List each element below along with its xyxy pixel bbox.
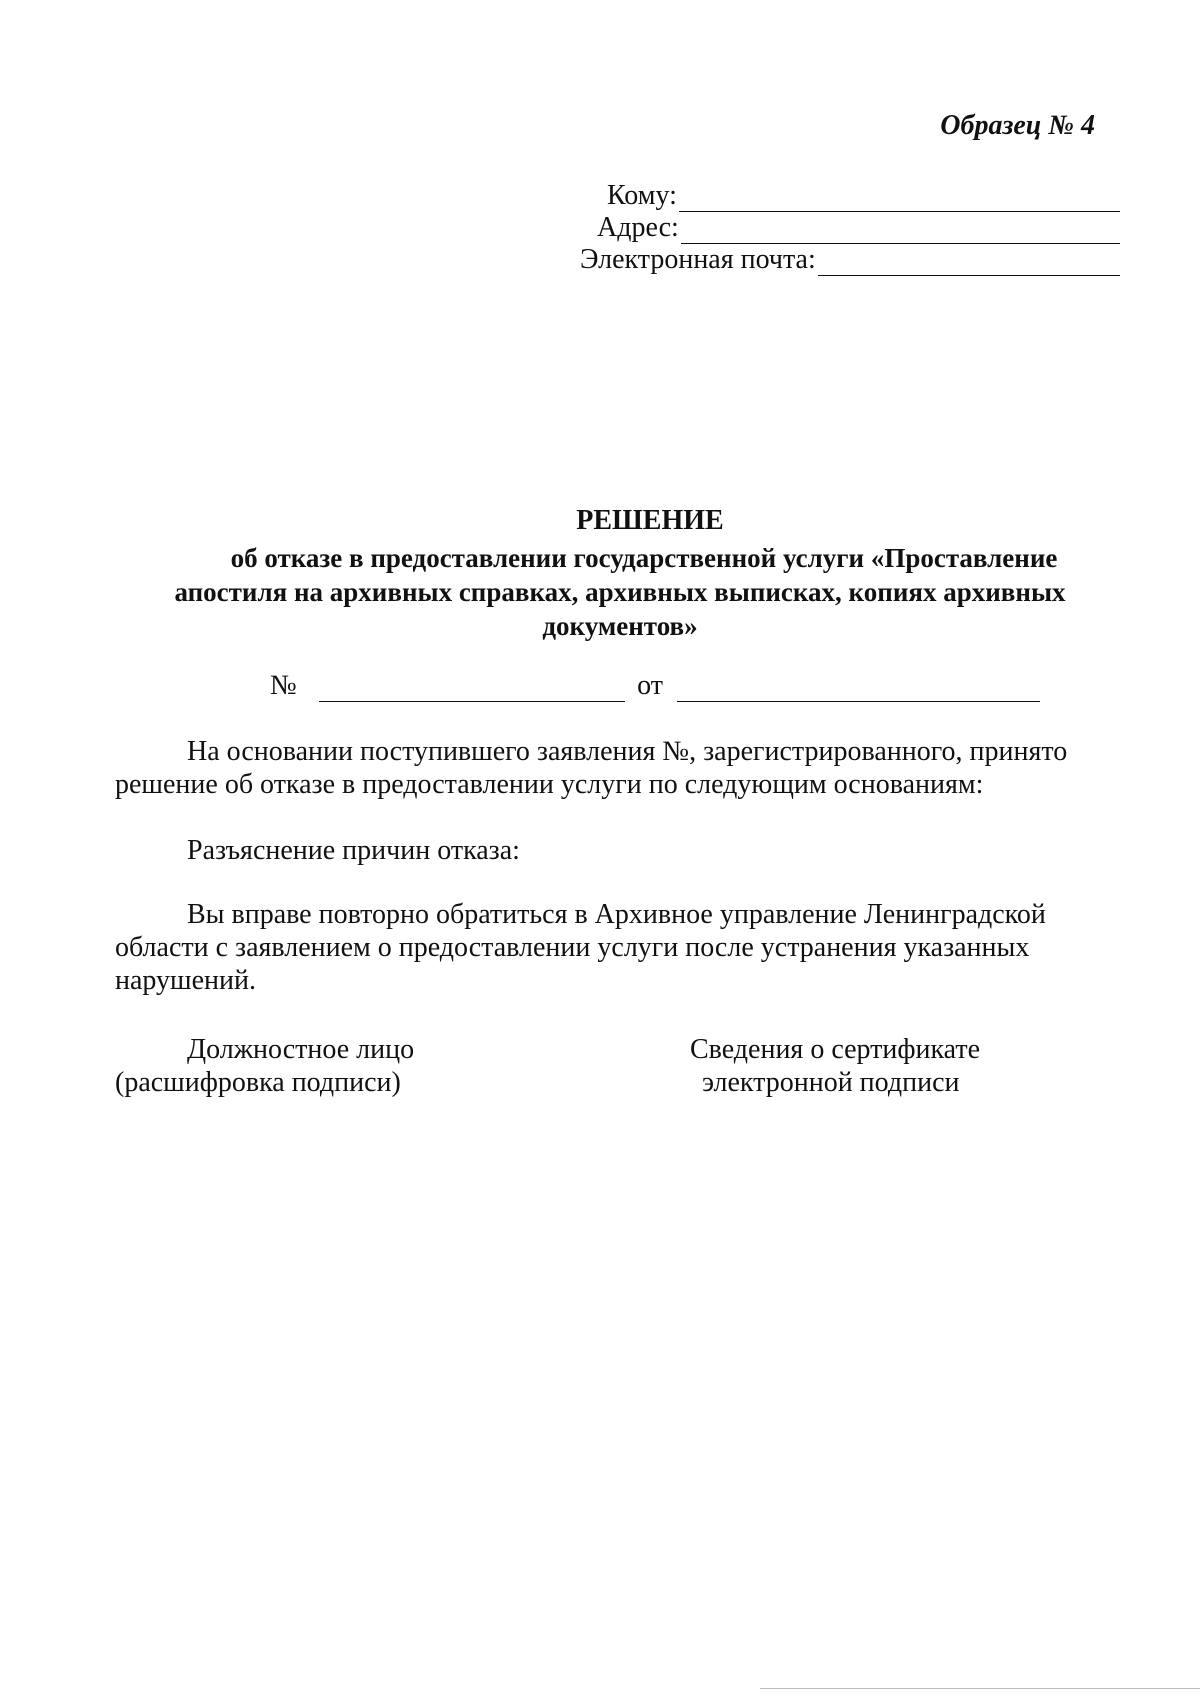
number-blank bbox=[319, 679, 625, 702]
official-title: Должностное лицо bbox=[187, 1034, 415, 1065]
number-label: № bbox=[270, 670, 297, 701]
sample-label: Образец № 4 bbox=[940, 110, 1095, 141]
addressee-to-label: Кому: bbox=[607, 180, 677, 211]
basis-paragraph: На основании поступившего заявления №, зарегистрированного, принято решение об отказе в предоставлении услуги по следующим основаниям: bbox=[115, 736, 1068, 800]
document-subtitle: об отказе в предоставлении государственной услуги «Проставление апостиля на архивных справках, архивных выписках, копиях архивных документов» bbox=[174, 543, 1066, 641]
addressee-email-blank bbox=[818, 251, 1120, 276]
appeal-paragraph: Вы вправе повторно обратиться в Архивное управление Ленинградской области с заявлением о предоставлении услуги после устранения указанных нарушений. bbox=[115, 899, 1046, 996]
addressee-email-label: Электронная почта: bbox=[580, 244, 816, 275]
official-signature-note: (расшифровка подписи) bbox=[115, 1067, 401, 1098]
addressee-address-label: Адрес: bbox=[597, 212, 679, 243]
date-blank bbox=[677, 679, 1040, 702]
addressee-to-blank bbox=[679, 187, 1120, 212]
addressee-address-blank bbox=[681, 219, 1120, 244]
addressee-email-row bbox=[580, 244, 1120, 276]
certificate-note: электронной подписи bbox=[702, 1067, 960, 1098]
number-date-row bbox=[270, 670, 1040, 702]
certificate-block bbox=[690, 1033, 980, 1099]
scan-artifact-line bbox=[760, 1688, 1200, 1689]
document-title: РЕШЕНИЕ bbox=[576, 505, 724, 536]
addressee-address-row bbox=[597, 212, 1120, 244]
reasons-label: Разъяснение причин отказа: bbox=[187, 835, 520, 866]
addressee-to-row bbox=[607, 180, 1120, 212]
date-label: от bbox=[637, 670, 663, 701]
certificate-title: Сведения о сертификате bbox=[690, 1034, 981, 1065]
official-signature-block bbox=[115, 1033, 414, 1099]
